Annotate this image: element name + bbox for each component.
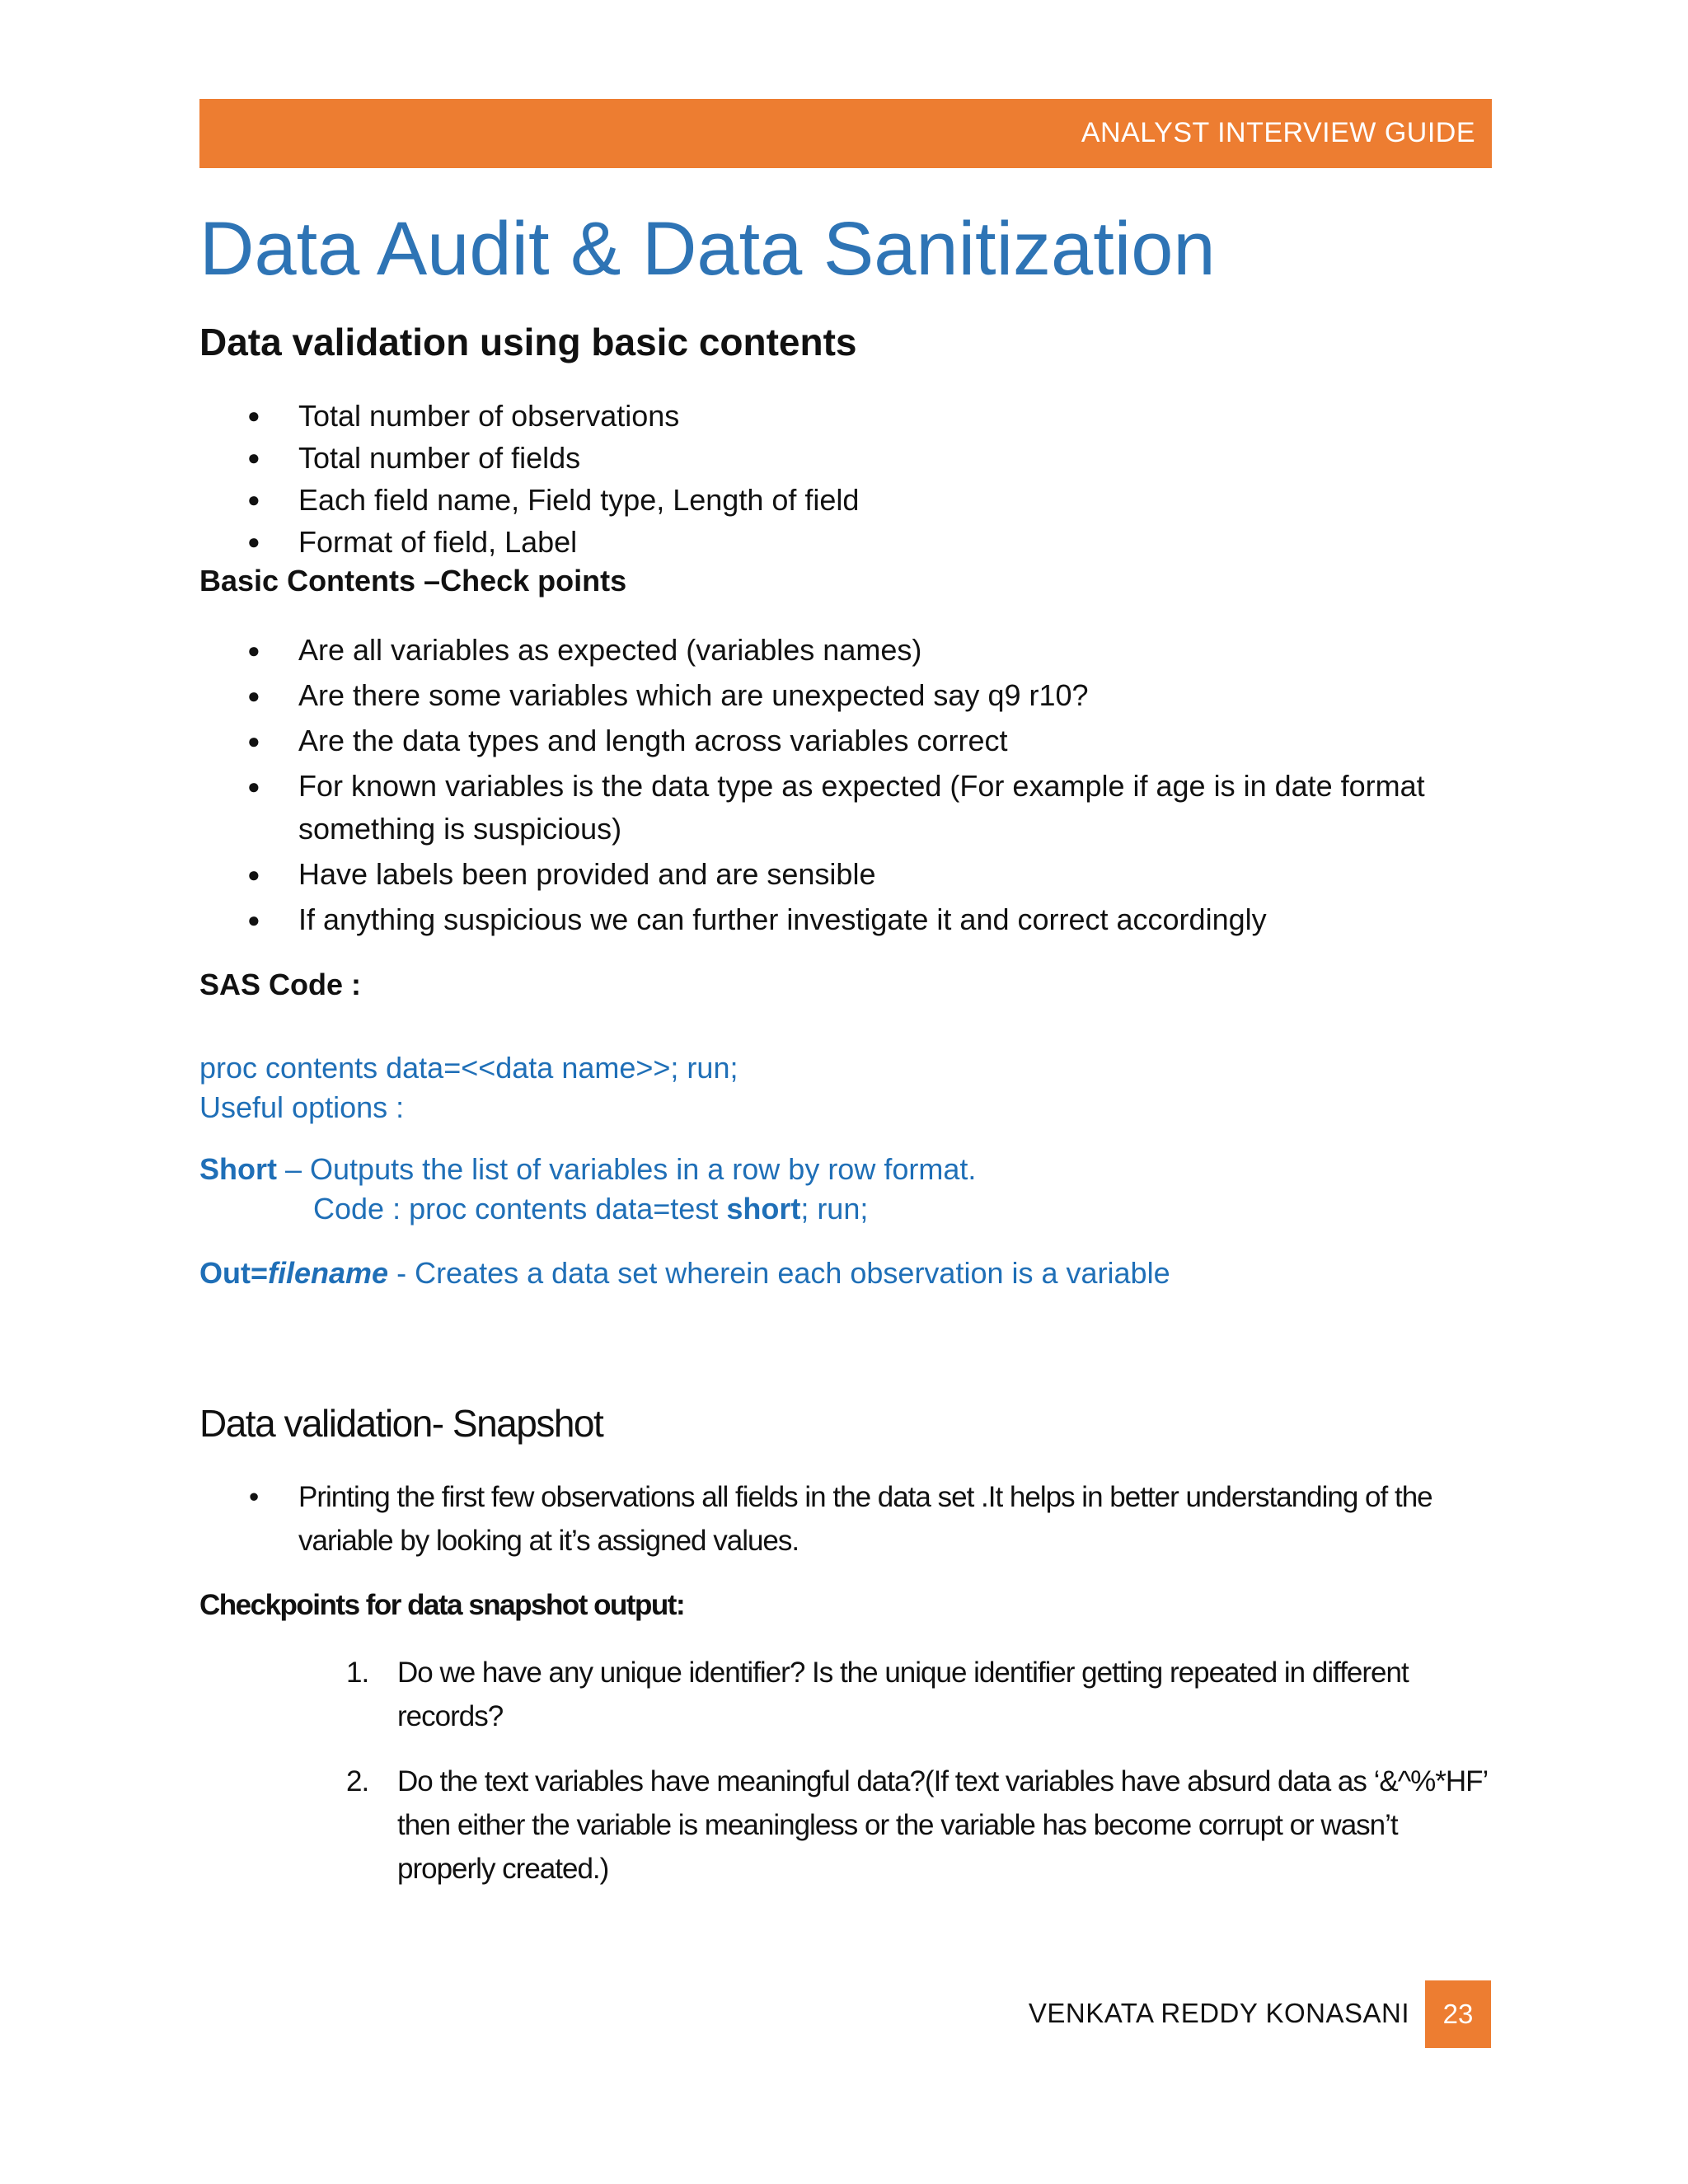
section-heading-basic-contents: Data validation using basic contents [199,321,857,363]
out-option-filename: filename [268,1256,389,1290]
list-item: ● Total number of fields [199,437,1493,479]
section-heading-snapshot: Data validation- Snapshot [199,1402,603,1445]
snapshot-checkpoints-list [346,1651,1492,1912]
list-item [346,1760,1492,1891]
code-suffix: ; run; [800,1192,869,1226]
out-option-line [199,1256,1170,1291]
item-text: Do we have any unique identifier? Is the unique identifier getting repeated in different records? [397,1657,1409,1732]
list-item: ● Format of field, Label [199,521,1493,563]
list-item: • Printing the first few observations all fields in the data set .It helps in better understanding of the variable by looking at it’s assigned values. [199,1475,1493,1563]
page-number: 23 [1425,1980,1491,2048]
item-number: 1. [346,1657,369,1689]
short-option-description: – Outputs the list of variables in a row by row format. [277,1152,977,1186]
snapshot-checkpoints-heading: Checkpoints for data snapshot output: [199,1589,685,1621]
list-item: ● Total number of observations [199,395,1493,437]
list-item: ● Are there some variables which are unexpected say q9 r10? [199,674,1493,717]
checkpoints-heading: Basic Contents –Check points [199,564,627,598]
short-option-line [199,1152,976,1187]
code-prefix: Code : proc contents data=test [313,1192,727,1226]
sas-code-heading: SAS Code : [199,968,362,1001]
out-option-label: Out= [199,1256,269,1290]
header-bar [199,99,1492,168]
short-code-example [313,1192,868,1226]
snapshot-list [199,1475,1493,1563]
list-item: ● If anything suspicious we can further investigate it and correct accordingly [199,898,1493,941]
list-item: ● Have labels been provided and are sensible [199,853,1493,896]
item-text: Do the text variables have meaningful data?(If text variables have absurd data as ‘&^%*HF’ then either the variable is meaningless or the variable has become corrupt or wasn’t properly created.) [397,1765,1487,1885]
list-item: ● For known variables is the data type as expected (For example if age is in date format something is suspicious) [199,765,1493,851]
list-item: ● Are the data types and length across variables correct [199,719,1493,762]
short-option-label: Short [199,1152,277,1186]
footer-author: VENKATA REDDY KONASANI [1028,1998,1409,2028]
item-number: 2. [346,1765,369,1797]
checkpoints-list [199,629,1493,944]
useful-options-line: Useful options : [199,1090,405,1124]
page-title: Data Audit & Data Sanitization [199,207,1216,291]
list-item: ● Each field name, Field type, Length of field [199,479,1493,521]
out-option-description: - Creates a data set wherein each observation is a variable [388,1256,1170,1290]
proc-contents-line: proc contents data=<<data name>>; run; [199,1051,738,1085]
list-item: ● Are all variables as expected (variables names) [199,629,1493,672]
code-keyword: short [726,1192,801,1226]
basic-contents-list [199,395,1493,563]
header-title: ANALYST INTERVIEW GUIDE [1081,117,1475,148]
list-item [346,1651,1492,1738]
